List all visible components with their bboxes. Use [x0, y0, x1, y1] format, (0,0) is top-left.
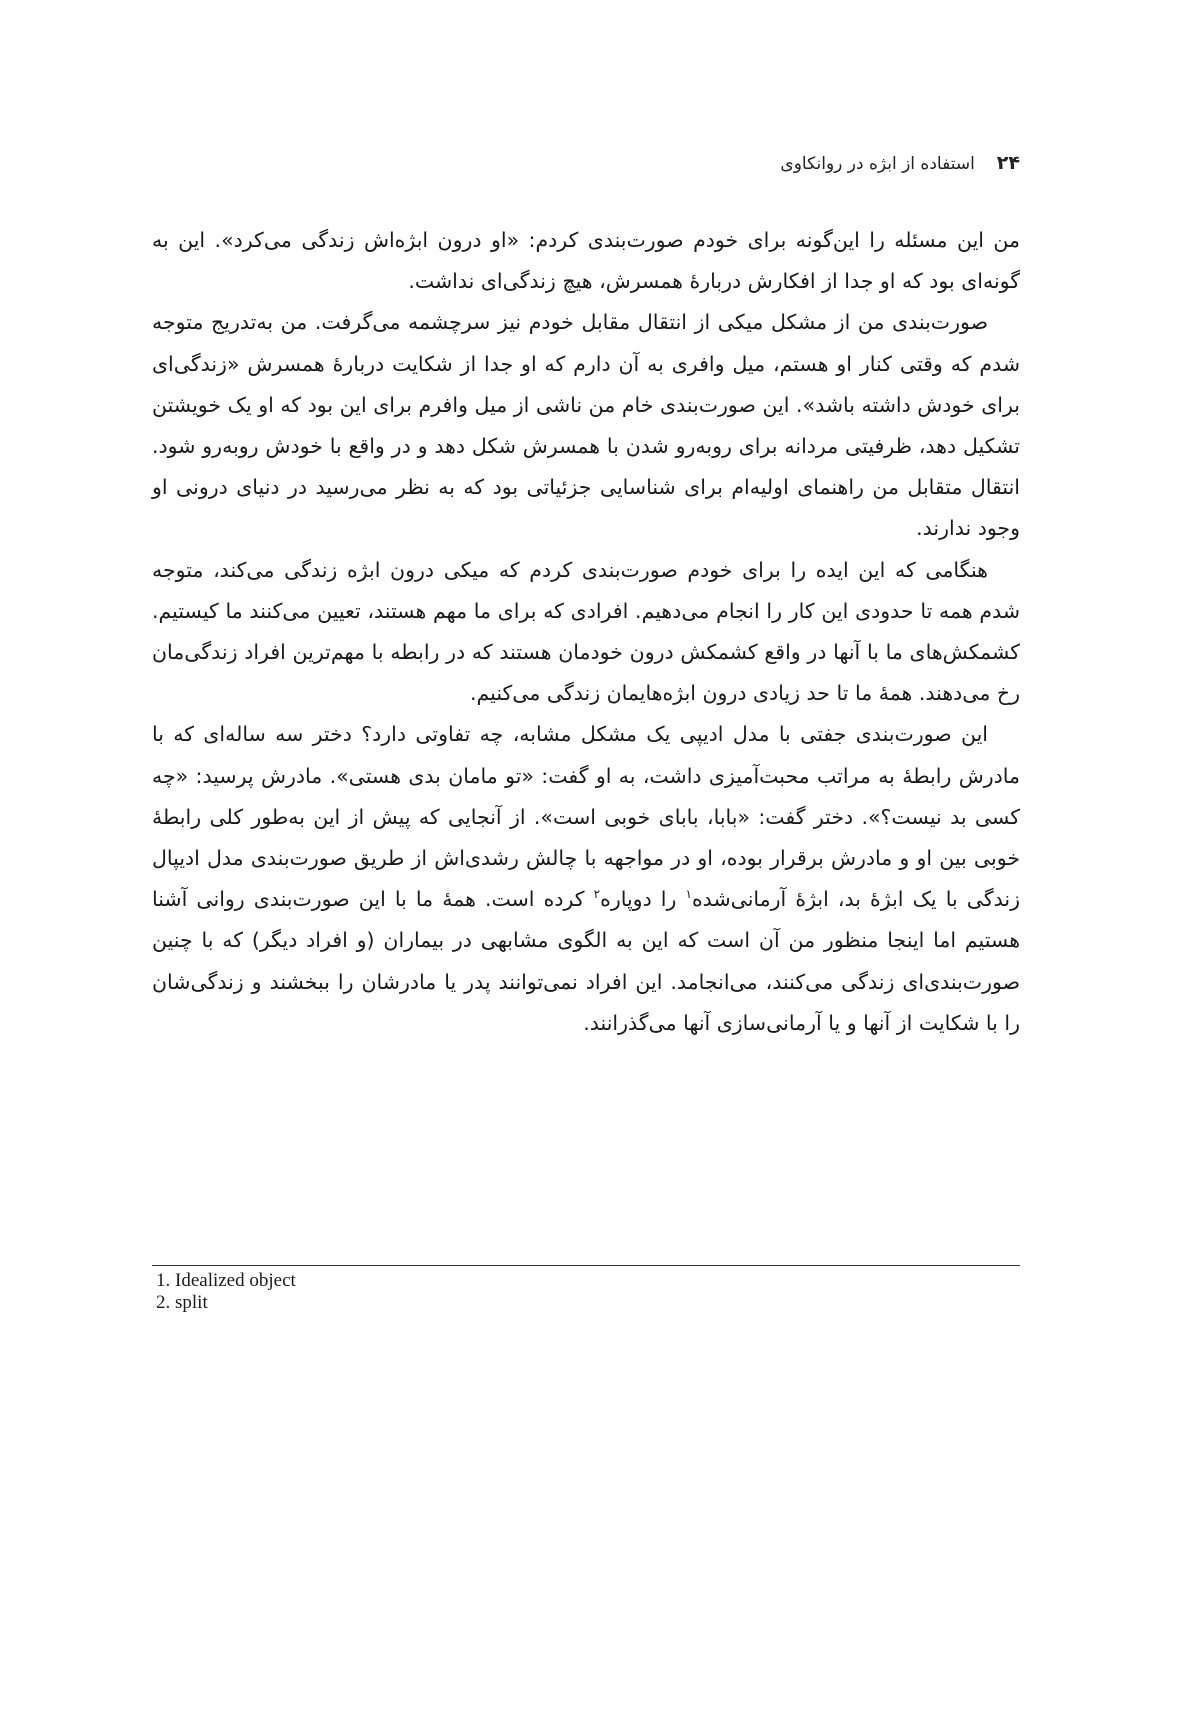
footnote-1: 1. Idealized object [156, 1270, 296, 1291]
paragraph-2: صورت‌بندی من از مشکل میکی از انتقال مقابل خودم نیز سرچشمه می‌گرفت. من به‌تدریج متوجه شدم که وقتی کنار او هستم، میل وافری به آن دارم که او جدا از شکایت دربارهٔ همسرش «زندگی‌ای برای خودش داشته باشد». این صورت‌بندی خام من ناشی از میل وافرم برای این بود که او یک خویشتن تشکیل دهد، ظرفیتی مردانه برای روبه‌رو شدن با همسرش شکل دهد و در واقع با خودش روبه‌رو شود. انتقال متقابل من راهنمای اولیه‌ام برای شناسایی جزئیاتی بود که به نظر می‌رسید در دنیای درونی او وجود ندارند. [152, 310, 1020, 541]
footnotes [156, 1270, 756, 1314]
body-text [152, 220, 1020, 1044]
paragraph-4-part-1: این صورت‌بندی جفتی با مدل ادیپی یک مشکل مشابه، چه تفاوتی دارد؟ دختر سه ساله‌ای که با مادرش رابطهٔ به مراتب محبت‌آمیزی داشت، به او گفت: «تو مامان بدی هستی». مادرش پرسید: «چه کسی بد نیست؟». دختر گفت: «بابا، بابای خوبی است». از آنجایی که پیش از این به‌طور کلی رابطهٔ خوبی بین او و مادرش برقرار بوده، او در مواجهه با چالش رشدی‌اش از طریق صورت‌بندی مدل ادیپال زندگی با یک ابژهٔ بد، ابژهٔ آرمانی‌شده [152, 722, 1020, 912]
page-number: ۲۴ [996, 152, 1020, 174]
footnote-ref-1: ۱ [685, 887, 692, 902]
paragraph-4 [152, 714, 1020, 1044]
paragraph-4-part-3: کرده است. همهٔ ما با این صورت‌بندی روانی آشنا هستیم اما اینجا منظور من آن است که این به الگوی مشابهی در بیماران (و افراد دیگر) که با چنین صورت‌بندی‌ای زندگی می‌کنند، می‌انجامد. این افراد نمی‌توانند پدر یا مادرشان را ببخشند و زندگی‌شان را با شکایت از آنها و یا آرمانی‌سازی آنها می‌گذرانند. [152, 887, 1020, 1035]
paragraph-4-part-2: را دوپاره [600, 887, 686, 912]
paragraph-1: من این مسئله را این‌گونه برای خودم صورت‌بندی کردم: «او درون ابژه‌اش زندگی می‌کرد». این به گونه‌ای بود که او جدا از افکارش دربارهٔ همسرش، هیچ زندگی‌ای نداشت. [152, 228, 1020, 294]
paragraph-3: هنگامی که این ایده را برای خودم صورت‌بندی کردم که میکی درون ابژه زندگی می‌کند، متوجه شدم همه تا حدودی این کار را انجام می‌دهیم. افرادی که برای ما مهم هستند، تعیین می‌کنند ما کیستیم. کشمکش‌های ما با آنها در واقع کشمکش درون خودمان هستند که در رابطه با مهم‌ترین افراد زندگی‌مان رخ می‌دهند. همهٔ ما تا حد زیادی درون ابژه‌هایمان زندگی می‌کنیم. [152, 557, 1020, 706]
footnote-2: 2. split [156, 1292, 208, 1313]
footnote-divider [152, 1265, 1020, 1266]
running-title: استفاده از ابژه در روانکاوی [780, 154, 975, 174]
footnote-ref-2: ۲ [593, 887, 601, 902]
running-header [780, 152, 1020, 174]
